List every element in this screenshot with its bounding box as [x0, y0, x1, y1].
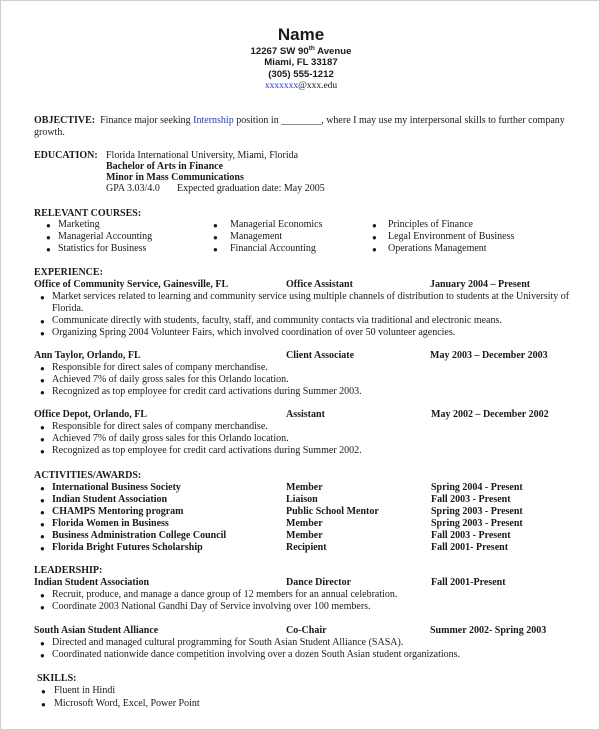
leadership-dates: Fall 2001-Present [431, 577, 506, 588]
email-user: xxxxxxx [264, 81, 299, 91]
bullet-icon: ● [40, 544, 45, 553]
activity-role: Member [286, 482, 323, 493]
skill-item: Fluent in Hindi [54, 685, 116, 696]
job-title: Client Associate [286, 350, 355, 361]
job-bullet: Communicate directly with students, faculty, staff, and community contacts via traditional and electronic means. [52, 315, 502, 326]
leadership-dates: Summer 2002- Spring 2003 [430, 625, 547, 636]
activity-role: Member [286, 518, 323, 529]
leadership-label: LEADERSHIP: [34, 565, 103, 576]
job-org: Office of Community Service, Gainesville, FL [34, 279, 229, 290]
activity-dates: Fall 2003 - Present [431, 530, 511, 541]
activities-label: ACTIVITIES/AWARDS: [34, 470, 142, 481]
job-dates: May 2003 – December 2003 [430, 350, 548, 361]
resume-name: Name [277, 25, 325, 44]
job-bullet: Responsible for direct sales of company merchandise. [52, 421, 268, 432]
course-item: Principles of Finance [388, 219, 473, 230]
bullet-icon: ● [40, 388, 45, 397]
activity-dates: Spring 2004 - Present [431, 482, 523, 493]
activity-name: CHAMPS Mentoring program [52, 506, 184, 517]
objective-line-2: growth. [34, 127, 65, 138]
leadership-bullet: Directed and managed cultural programming for South Asian Student Alliance (SASA). [52, 637, 404, 648]
bullet-icon: ● [40, 520, 45, 529]
leadership-title: Co-Chair [286, 625, 327, 636]
bullet-icon: ● [41, 687, 46, 696]
course-item: Marketing [58, 219, 100, 230]
street-name: Avenue [317, 46, 352, 58]
job-dates: May 2002 – December 2002 [431, 409, 549, 420]
objective-line-1 [34, 115, 565, 126]
job-bullet: Recognized as top employee for credit card activations during Summer 2003. [52, 386, 362, 397]
bullet-icon: ● [40, 591, 45, 600]
education-label: EDUCATION: [34, 150, 98, 161]
job-bullet: Achieved 7% of daily gross sales for this Orlando location. [52, 433, 289, 444]
objective-text-before: Finance major seeking [100, 115, 191, 126]
activity-role: Public School Mentor [286, 506, 379, 517]
leadership-org: South Asian Student Alliance [34, 625, 159, 636]
bullet-icon: ● [40, 317, 45, 326]
activity-dates: Fall 2003 - Present [431, 494, 511, 505]
job-dates: January 2004 – Present [430, 279, 531, 290]
courses-label: RELEVANT COURSES: [34, 208, 142, 219]
skill-item: Microsoft Word, Excel, Power Point [54, 698, 200, 709]
bullet-icon: ● [372, 245, 377, 254]
bullet-icon: ● [372, 221, 377, 230]
leadership-bullet: Coordinated nationwide dance competition involving over a dozen South Asian student organizations. [52, 649, 461, 660]
bullet-icon: ● [213, 245, 218, 254]
activity-name: Florida Women in Business [52, 518, 169, 529]
leadership-title: Dance Director [286, 577, 352, 588]
bullet-icon: ● [40, 329, 45, 338]
education-graduation: Expected graduation date: May 2005 [177, 183, 325, 194]
phone-number: (305) 555-1212 [268, 69, 334, 80]
bullet-icon: ● [40, 447, 45, 456]
course-item: Managerial Economics [230, 219, 323, 230]
email-address[interactable] [1, 81, 600, 91]
course-item: Managerial Accounting [58, 231, 153, 242]
job-org: Ann Taylor, Orlando, FL [34, 350, 141, 361]
education-minor: Minor in Mass Communications [106, 172, 244, 183]
bullet-icon: ● [40, 603, 45, 612]
internship-link[interactable]: Internship [193, 115, 234, 126]
course-item: Statistics for Business [58, 243, 147, 254]
course-item: Operations Management [388, 243, 487, 254]
job-bullet: Responsible for direct sales of company merchandise. [52, 362, 268, 373]
course-item: Management [230, 231, 283, 242]
bullet-icon: ● [40, 508, 45, 517]
job-bullet-continuation: Florida. [52, 303, 84, 314]
course-item: Financial Accounting [230, 243, 316, 254]
skills-label: SKILLS: [37, 673, 77, 684]
job-title: Assistant [286, 409, 325, 420]
bullet-icon: ● [40, 651, 45, 660]
bullet-icon: ● [40, 435, 45, 444]
activity-role: Member [286, 530, 323, 541]
job-bullet: Organizing Spring 2004 Volunteer Fairs, which involved coordination of over 50 volunteer agencies. [52, 327, 456, 338]
bullet-icon: ● [213, 233, 218, 242]
job-bullet: Market services related to learning and community service using multiple channels of distribution to students at the University of [52, 291, 570, 302]
address-street [1, 45, 600, 57]
activity-name: Florida Bright Futures Scholarship [52, 542, 203, 553]
activity-role: Recipient [286, 542, 327, 553]
bullet-icon: ● [46, 233, 51, 242]
activity-name: Indian Student Association [52, 494, 168, 505]
bullet-icon: ● [40, 364, 45, 373]
course-item: Legal Environment of Business [388, 231, 515, 242]
street-suffix: th [308, 45, 315, 52]
bullet-icon: ● [213, 221, 218, 230]
bullet-icon: ● [46, 245, 51, 254]
activity-role: Liaison [286, 494, 318, 505]
job-title: Office Assistant [286, 279, 353, 290]
email-domain: @xxx.edu [298, 81, 338, 91]
education-school: Florida International University, Miami, Florida [106, 150, 299, 161]
leadership-org: Indian Student Association [34, 577, 150, 588]
job-org: Office Depot, Orlando, FL [34, 409, 148, 420]
leadership-bullet: Recruit, produce, and manage a dance group of 12 members for an annual celebration. [52, 589, 398, 600]
activity-name: International Business Society [52, 482, 181, 493]
bullet-icon: ● [372, 233, 377, 242]
leadership-bullet: Coordinate 2003 National Gandhi Day of Service involving over 100 members. [52, 601, 371, 612]
bullet-icon: ● [46, 221, 51, 230]
activity-dates: Spring 2003 - Present [431, 506, 523, 517]
objective-text-after: position in ________, where I may use my interpersonal skills to further company [236, 115, 565, 126]
activity-name: Business Administration College Council [52, 530, 227, 541]
activity-dates: Fall 2001- Present [431, 542, 509, 553]
bullet-icon: ● [40, 293, 45, 302]
job-bullet: Achieved 7% of daily gross sales for this Orlando location. [52, 374, 289, 385]
bullet-icon: ● [40, 639, 45, 648]
bullet-icon: ● [41, 700, 46, 709]
bullet-icon: ● [40, 496, 45, 505]
bullet-icon: ● [40, 376, 45, 385]
objective-label: OBJECTIVE: [34, 115, 96, 126]
bullet-icon: ● [40, 532, 45, 541]
address-city: Miami, FL 33187 [264, 57, 338, 68]
education-gpa: GPA 3.03/4.0 [106, 183, 160, 194]
activity-dates: Spring 2003 - Present [431, 518, 523, 529]
experience-label: EXPERIENCE: [34, 267, 103, 278]
street-number: 12267 SW 90 [250, 46, 309, 58]
education-degree: Bachelor of Arts in Finance [106, 161, 224, 172]
bullet-icon: ● [40, 484, 45, 493]
bullet-icon: ● [40, 423, 45, 432]
job-bullet: Recognized as top employee for credit card activations during Summer 2002. [52, 445, 362, 456]
